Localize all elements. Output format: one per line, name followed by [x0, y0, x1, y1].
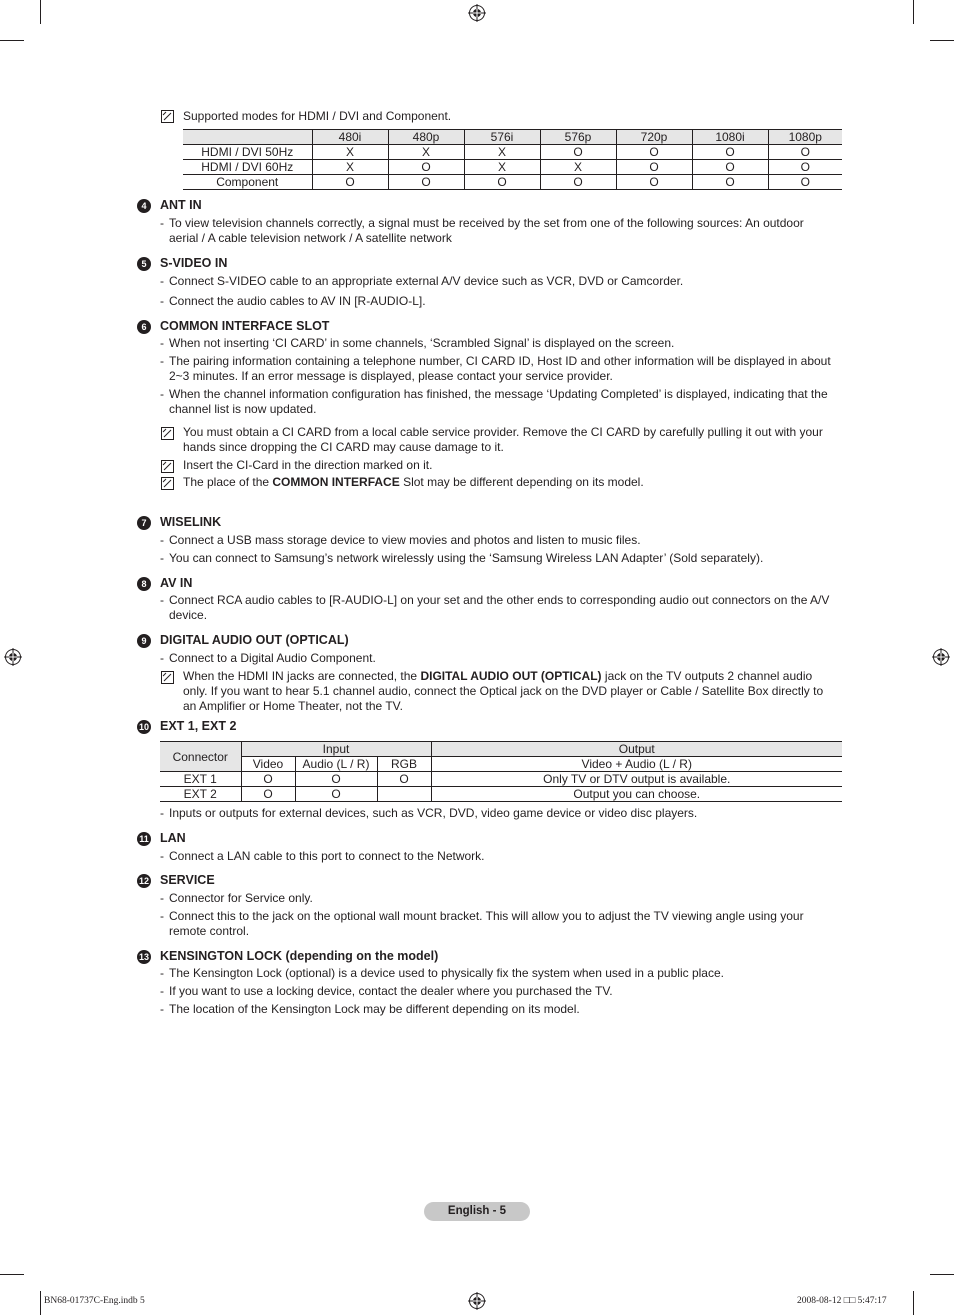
section-title: KENSINGTON LOCK (depending on the model) [160, 949, 439, 963]
crop-mark [913, 1291, 914, 1315]
crop-mark [930, 1274, 954, 1275]
table-cell: O [377, 772, 431, 787]
table-cell: O [692, 145, 768, 160]
table-cell: O [464, 175, 540, 190]
table-row [160, 772, 842, 787]
bullet-text: device. [169, 608, 208, 622]
note-text [183, 669, 812, 684]
note-text: an Amplifier or Home Theater, not the TV. [183, 699, 403, 713]
bullet-text: Inputs or outputs for external devices, such as VCR, DVD, video game device or video disc players. [169, 806, 698, 820]
bullet-dash: - [160, 274, 164, 288]
table-cell: O [540, 175, 616, 190]
table-cell: O [692, 175, 768, 190]
table-cell: O [616, 145, 692, 160]
table-header-cell: Input [241, 742, 431, 757]
note-text [183, 475, 644, 490]
table-row [183, 145, 842, 160]
print-slug-timestamp: 2008-08-12 □□ 5:47:17 [797, 1296, 887, 1306]
section-number-badge: 4 [137, 199, 151, 213]
table-header-cell: 480p [388, 130, 464, 145]
table-cell: Only TV or DTV output is available. [431, 772, 842, 787]
bullet-text: Connect the audio cables to AV IN [R-AUDIO-L]. [169, 294, 426, 308]
bullet-text: The pairing information containing a telephone number, CI CARD ID, Host ID and other information will be displayed in about [169, 354, 831, 368]
crop-mark [930, 40, 954, 41]
table-cell: X [312, 160, 388, 175]
bullet-text: Connect RCA audio cables to [R-AUDIO-L] on your set and the other ends to corresponding audio out connectors on the A/V [169, 593, 830, 607]
bullet-dash: - [160, 984, 164, 998]
bullet-dash: - [160, 533, 164, 547]
note-text-bold: COMMON INTERFACE [272, 475, 400, 489]
bullet-dash: - [160, 891, 164, 905]
table-cell: X [464, 145, 540, 160]
crop-mark [913, 0, 914, 24]
table-header-cell [183, 130, 312, 145]
section-title: AV IN [160, 576, 193, 590]
crop-mark [40, 1291, 41, 1315]
print-slug-filename: BN68-01737C-Eng.indb 5 [44, 1296, 145, 1306]
bullet-text: Connector for Service only. [169, 891, 313, 905]
bullet-dash: - [160, 551, 164, 565]
table-cell: X [540, 160, 616, 175]
section-title: LAN [160, 831, 186, 845]
table-header-cell: 1080p [768, 130, 842, 145]
note-text: hands since dropping the CI CARD may cause damage to it. [183, 440, 504, 454]
bullet-dash: - [160, 1002, 164, 1016]
note-icon [161, 477, 174, 490]
table-header-cell: 720p [616, 130, 692, 145]
section-title: ANT IN [160, 198, 202, 212]
bullet-text: Connect a LAN cable to this port to connect to the Network. [169, 849, 485, 863]
table-cell: O [388, 160, 464, 175]
table-header-cell: 576p [540, 130, 616, 145]
note-icon [161, 110, 174, 123]
note-text-bold: DIGITAL AUDIO OUT (OPTICAL) [420, 669, 602, 683]
section-number-badge: 11 [137, 832, 151, 846]
bullet-text: remote control. [169, 924, 250, 938]
section-title: EXT 1, EXT 2 [160, 719, 237, 733]
bullet-dash: - [160, 806, 164, 820]
table-header-row [160, 757, 842, 772]
section-number-badge: 12 [138, 876, 149, 886]
table-cell: X [464, 160, 540, 175]
table-cell: O [616, 175, 692, 190]
section-number-badge: 10 [138, 722, 149, 732]
section-number-badge: 9 [137, 634, 151, 648]
table-cell: O [692, 160, 768, 175]
crop-mark [40, 0, 41, 24]
registration-mark-icon [468, 1292, 486, 1310]
section-number-badge: 13 [138, 952, 149, 962]
bullet-dash: - [160, 966, 164, 980]
table-cell: Output you can choose. [431, 787, 842, 802]
bullet-text: You can connect to Samsung’s network wirelessly using the ‘Samsung Wireless LAN Adapter’ (Sold separately). [169, 551, 764, 565]
section-number-badge: 7 [137, 516, 151, 530]
bullet-dash: - [160, 651, 164, 665]
table-header-cell: 480i [312, 130, 388, 145]
note-text-part: Slot may be different depending on its model. [399, 475, 644, 489]
bullet-text: channel list is now updated. [169, 402, 317, 416]
section-title: S-VIDEO IN [160, 256, 228, 270]
section-title: SERVICE [160, 873, 215, 887]
crop-mark [0, 1274, 24, 1275]
bullet-text: To view television channels correctly, a signal must be received by the set from one of the following sources: An outdoor [169, 216, 804, 230]
table-cell: O [616, 160, 692, 175]
hdmi-note-text: Supported modes for HDMI / DVI and Component. [183, 109, 452, 123]
note-text-part: When the HDMI IN jacks are connected, the [183, 669, 421, 683]
note-text-part: jack on the TV outputs 2 channel audio [601, 669, 813, 683]
section-title: WISELINK [160, 515, 222, 529]
table-cell: O [768, 145, 842, 160]
table-header-row [160, 742, 842, 757]
crop-mark [0, 40, 24, 41]
table-header-cell: RGB [377, 757, 431, 772]
note-icon [161, 671, 174, 684]
bullet-text: Connect to a Digital Audio Component. [169, 651, 376, 665]
registration-mark-icon [4, 648, 22, 666]
note-icon [161, 460, 174, 473]
bullet-text: 2~3 minutes. If an error message is displayed, please contact your service provider. [169, 369, 613, 383]
table-row [160, 787, 842, 802]
page-number-label: English - 5 [424, 1202, 530, 1221]
note-icon [161, 427, 174, 440]
table-cell: O [768, 175, 842, 190]
section-number-badge: 8 [137, 577, 151, 591]
table-header-cell: Video [241, 757, 295, 772]
hdmi-modes-table [183, 129, 842, 190]
table-cell: Component [183, 175, 312, 190]
bullet-dash: - [160, 354, 164, 368]
bullet-text: The location of the Kensington Lock may be different depending on its model. [169, 1002, 580, 1016]
table-header-cell: 1080i [692, 130, 768, 145]
table-header-row [183, 130, 842, 145]
table-cell: O [295, 787, 377, 802]
registration-mark-icon [468, 4, 486, 22]
table-row [183, 175, 842, 190]
note-text: only. If you want to hear 5.1 channel audio, connect the Optical jack on the DVD player or Cable / Satellite Box directly to [183, 684, 824, 698]
table-cell: EXT 2 [160, 787, 241, 802]
table-cell: X [388, 145, 464, 160]
bullet-dash: - [160, 387, 164, 401]
ext-connector-table [160, 741, 842, 802]
table-cell: O [241, 772, 295, 787]
bullet-text: If you want to use a locking device, contact the dealer where you purchased the TV. [169, 984, 613, 998]
table-cell: EXT 1 [160, 772, 241, 787]
table-cell: O [295, 772, 377, 787]
bullet-dash: - [160, 336, 164, 350]
bullet-dash: - [160, 216, 164, 230]
table-header-cell: Audio (L / R) [295, 757, 377, 772]
table-header-cell: Output [431, 742, 842, 757]
section-number-badge: 6 [137, 320, 151, 334]
bullet-text: The Kensington Lock (optional) is a device used to physically fix the system when used in a public place. [169, 966, 724, 980]
table-header-cell: Connector [160, 742, 241, 772]
bullet-text: aerial / A cable television network / A satellite network [169, 231, 452, 245]
section-number-badge: 5 [137, 257, 151, 271]
table-cell: O [312, 175, 388, 190]
bullet-text: Connect this to the jack on the optional wall mount bracket. This will allow you to adjust the TV viewing angle using your [169, 909, 804, 923]
table-header-cell: 576i [464, 130, 540, 145]
table-cell: X [312, 145, 388, 160]
table-cell: O [540, 145, 616, 160]
table-cell: HDMI / DVI 50Hz [183, 145, 312, 160]
bullet-dash: - [160, 294, 164, 308]
bullet-dash: - [160, 909, 164, 923]
note-text: You must obtain a CI CARD from a local cable service provider. Remove the CI CARD by carefully pulling it out with your [183, 425, 823, 439]
section-title: DIGITAL AUDIO OUT (OPTICAL) [160, 633, 349, 647]
table-cell: O [241, 787, 295, 802]
table-cell [377, 787, 431, 802]
bullet-dash: - [160, 849, 164, 863]
table-header-cell: Video + Audio (L / R) [431, 757, 842, 772]
registration-mark-icon [932, 648, 950, 666]
bullet-text: When the channel information configuration has finished, the message ‘Updating Completed’ is displayed, indicating that the [169, 387, 828, 401]
table-row [183, 160, 842, 175]
table-cell: O [388, 175, 464, 190]
note-text: Insert the CI-Card in the direction marked on it. [183, 458, 433, 472]
table-cell: O [768, 160, 842, 175]
bullet-dash: - [160, 593, 164, 607]
table-cell: HDMI / DVI 60Hz [183, 160, 312, 175]
bullet-text: When not inserting ‘CI CARD’ in some channels, ‘Scrambled Signal’ is displayed on the screen. [169, 336, 675, 350]
section-title: COMMON INTERFACE SLOT [160, 319, 330, 333]
bullet-text: Connect a USB mass storage device to view movies and photos and listen to music files. [169, 533, 641, 547]
note-text-part: The place of the [183, 475, 273, 489]
bullet-text: Connect S-VIDEO cable to an appropriate external A/V device such as VCR, DVD or Camcorder. [169, 274, 684, 288]
